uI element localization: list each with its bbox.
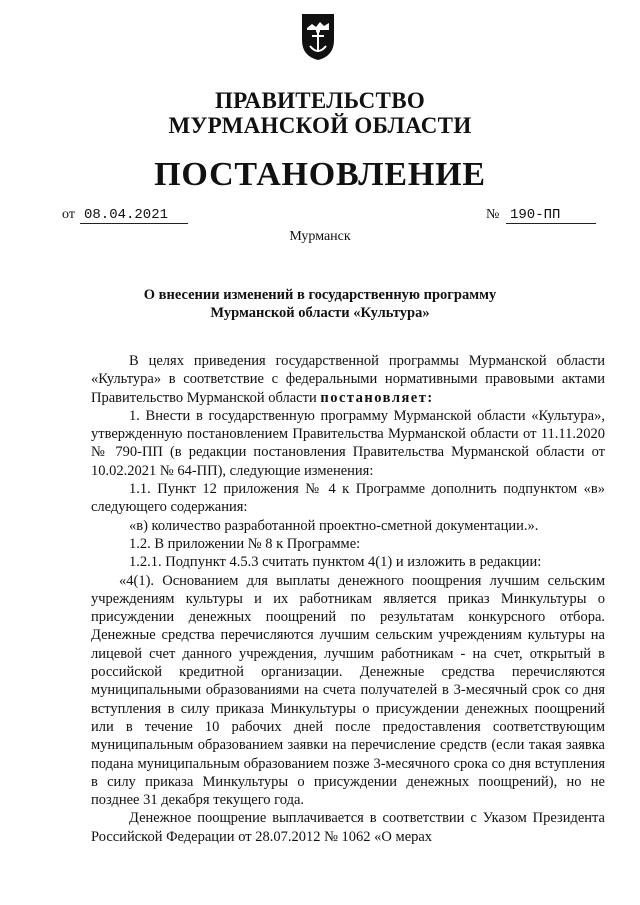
date-number-row <box>62 207 602 227</box>
body-paragraph: 1. Внести в государственную программу Мурманской области «Культура», утвержденную постановлением Правительства Мурманской области от 11.11.2020 № 790-ПП (в редакции постановления Правительства Мурманской области от 10.02.2021 № 64-ПП), следующие изменения: <box>91 407 605 479</box>
document-body <box>91 352 605 846</box>
document-subject-line1: О внесении изменений в государственную программу <box>143 287 497 303</box>
document-number: 190-ПП <box>506 207 596 224</box>
document-date: 08.04.2021 <box>80 207 188 224</box>
number-label: № <box>486 207 500 222</box>
preamble-text: В целях приведения государственной программы Мурманской области «Культура» в соответствие с федеральными нормативными правовыми актами Правительство Мурманской области <box>91 353 605 406</box>
government-title-line2: МУРМАНСКОЙ ОБЛАСТИ <box>168 113 472 138</box>
body-paragraph: 1.2.1. Подпункт 4.5.3 считать пунктом 4(1) и изложить в редакции: <box>129 554 542 571</box>
document-subject-line2: Мурманской области «Культура» <box>210 305 430 321</box>
resolves-word: постановляет: <box>320 389 434 406</box>
city-name: Мурманск <box>289 229 351 244</box>
document-type-title: ПОСТАНОВЛЕНИЕ <box>154 156 486 193</box>
body-paragraph: 1.1. Пункт 12 приложения № 4 к Программе дополнить подпунктом «в» следующего содержания: <box>91 481 605 516</box>
body-paragraph <box>91 352 605 407</box>
body-paragraph: «4(1). Основанием для выплаты денежного поощрения лучшим сельским учреждениям культуры и их работникам является приказ Минкультуры о присуждении денежных поощрений по результатам конкурсного отбора. Денежные средства перечисляются лучшим сельским учреждениям культуры на лицевой счет данного учреждения, лучшим работникам - на счет, открытый в российской кредитной организации. Денежные средства перечисляются муниципальными образованиями на счета получателей в 3-месячный срок со дня вступления в силу приказа Минкультуры о присуждении денежных поощрений или в течение 10 рабочих дней после предоставления соответствующим муниципальным образованием заявки на перечисление средств (если такая заявка подана муниципальным образованием позже 3-месячного срока со дня вступления в силу приказа Минкультуры о присуждении денежных поощрений), но не позднее 31 декабря текущего года. <box>91 572 605 809</box>
government-title-line1: ПРАВИТЕЛЬСТВО <box>214 88 426 113</box>
coat-of-arms-icon <box>300 10 336 62</box>
body-paragraph: Денежное поощрение выплачивается в соответствии с Указом Президента Российской Федерации от 28.07.2012 № 1062 «О мерах <box>91 810 605 845</box>
date-label: от <box>62 207 75 222</box>
body-paragraph: «в) количество разработанной проектно-сметной документации.». <box>129 517 539 534</box>
body-paragraph: 1.2. В приложении № 8 к Программе: <box>129 535 361 552</box>
